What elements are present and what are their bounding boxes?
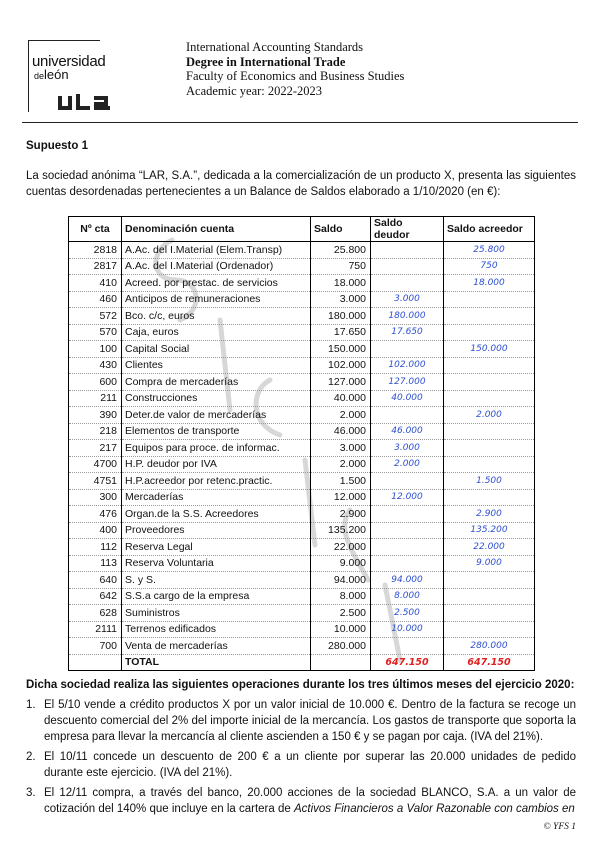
account-balance: 17.650 bbox=[311, 324, 371, 341]
account-balance: 2.000 bbox=[311, 407, 371, 424]
account-balance: 1.500 bbox=[311, 473, 371, 490]
table-row bbox=[69, 275, 535, 292]
account-balance: 2.900 bbox=[311, 506, 371, 523]
account-name: Terrenos edificados bbox=[122, 621, 311, 638]
account-name: Construcciones bbox=[122, 390, 311, 407]
account-balance: 3.000 bbox=[311, 440, 371, 457]
account-name: Capital Social bbox=[122, 341, 311, 358]
account-code: 2818 bbox=[69, 242, 122, 259]
table-row bbox=[69, 423, 535, 440]
total-row bbox=[69, 654, 535, 671]
total-saldo-cell bbox=[311, 654, 371, 671]
debit-handwritten bbox=[371, 506, 444, 523]
account-code: 4751 bbox=[69, 473, 122, 490]
account-name: A.Ac. del I.Material (Ordenador) bbox=[122, 258, 311, 275]
account-balance: 22.000 bbox=[311, 539, 371, 556]
operation-text: El 5/10 vende a crédito productos X por un valor inicial de 10.000 €. Dentro de la factura se recoge un descuento comercial del 2% del importe inicial de la mercancía. Los gastos de transporte que soporta la empresa para llevar la mercancía al cliente ascienden a 150 € y se pagan por caja. (IVA del 21%). bbox=[44, 699, 576, 743]
logo-text-de: de bbox=[34, 71, 45, 81]
credit-handwritten: 9.000 bbox=[444, 555, 535, 572]
total-credit: 647.150 bbox=[444, 654, 535, 671]
credit-handwritten bbox=[444, 374, 535, 391]
table-row bbox=[69, 489, 535, 506]
account-code: 400 bbox=[69, 522, 122, 539]
debit-handwritten bbox=[371, 555, 444, 572]
table-row bbox=[69, 638, 535, 655]
credit-handwritten bbox=[444, 291, 535, 308]
account-name: A.Ac. del I.Material (Elem.Transp) bbox=[122, 242, 311, 259]
account-name: Anticipos de remuneraciones bbox=[122, 291, 311, 308]
credit-handwritten bbox=[444, 572, 535, 589]
debit-handwritten bbox=[371, 473, 444, 490]
table-row bbox=[69, 258, 535, 275]
account-name: Acreed. por prestac. de servicios bbox=[122, 275, 311, 292]
account-code: 628 bbox=[69, 605, 122, 622]
account-balance: 750 bbox=[311, 258, 371, 275]
account-name: Venta de mercaderías bbox=[122, 638, 311, 655]
university-logo bbox=[28, 40, 114, 112]
account-code: 476 bbox=[69, 506, 122, 523]
operation-item bbox=[26, 785, 576, 817]
account-name: Bco. c/c, euros bbox=[122, 308, 311, 325]
credit-handwritten: 150.000 bbox=[444, 341, 535, 358]
operation-number: 2. bbox=[26, 751, 36, 763]
debit-handwritten: 2.500 bbox=[371, 605, 444, 622]
account-name: Equipos para proce. de informac. bbox=[122, 440, 311, 457]
page-footer: © YFS 1 bbox=[543, 822, 576, 832]
table-row bbox=[69, 555, 535, 572]
header-divider bbox=[22, 122, 578, 123]
account-balance: 2.500 bbox=[311, 605, 371, 622]
debit-handwritten: 17.650 bbox=[371, 324, 444, 341]
account-name: S. y S. bbox=[122, 572, 311, 589]
table-row bbox=[69, 539, 535, 556]
table-row bbox=[69, 605, 535, 622]
account-name: Deter.de valor de mercaderías bbox=[122, 407, 311, 424]
operation-item bbox=[26, 749, 576, 781]
document-header bbox=[186, 40, 404, 98]
account-name: Reserva Voluntaria bbox=[122, 555, 311, 572]
total-label: TOTAL bbox=[122, 654, 311, 671]
credit-handwritten: 2.000 bbox=[444, 407, 535, 424]
account-name: Elementos de transporte bbox=[122, 423, 311, 440]
table-row bbox=[69, 572, 535, 589]
account-name: H.P.acreedor por retenc.practic. bbox=[122, 473, 311, 490]
account-balance: 2.000 bbox=[311, 456, 371, 473]
account-name: Clientes bbox=[122, 357, 311, 374]
debit-handwritten bbox=[371, 341, 444, 358]
table-header-row bbox=[69, 217, 535, 242]
account-balance: 102.000 bbox=[311, 357, 371, 374]
credit-handwritten: 1.500 bbox=[444, 473, 535, 490]
account-balance: 12.000 bbox=[311, 489, 371, 506]
account-code: 217 bbox=[69, 440, 122, 457]
debit-handwritten bbox=[371, 258, 444, 275]
col-header-debit: Saldo deudor bbox=[371, 217, 444, 242]
account-code: 390 bbox=[69, 407, 122, 424]
account-name: S.S.a cargo de la empresa bbox=[122, 588, 311, 605]
logo-text-universidad: universidad bbox=[32, 53, 106, 70]
operation-number: 1. bbox=[26, 699, 36, 711]
debit-handwritten bbox=[371, 539, 444, 556]
table-row bbox=[69, 456, 535, 473]
table-row bbox=[69, 324, 535, 341]
header-course: International Accounting Standards bbox=[186, 40, 364, 54]
account-code: 642 bbox=[69, 588, 122, 605]
header-faculty: Faculty of Economics and Business Studies bbox=[186, 69, 405, 83]
operations-title: Dicha sociedad realiza las siguientes operaciones durante los tres últimos meses del ejercicio 2020: bbox=[26, 679, 575, 691]
account-code: 700 bbox=[69, 638, 122, 655]
account-code: 2111 bbox=[69, 621, 122, 638]
debit-handwritten: 3.000 bbox=[371, 440, 444, 457]
debit-handwritten: 180.000 bbox=[371, 308, 444, 325]
account-name: Compra de mercaderías bbox=[122, 374, 311, 391]
debit-handwritten: 10.000 bbox=[371, 621, 444, 638]
credit-handwritten bbox=[444, 423, 535, 440]
account-code: 100 bbox=[69, 341, 122, 358]
account-code: 4700 bbox=[69, 456, 122, 473]
operation-text: El 10/11 concede un descuento de 200 € a un cliente por superar las 20.000 unidades de pedido durante este ejercicio. (IVA del 21%). bbox=[44, 751, 576, 779]
account-balance: 46.000 bbox=[311, 423, 371, 440]
credit-handwritten bbox=[444, 605, 535, 622]
table-row bbox=[69, 506, 535, 523]
table-row bbox=[69, 588, 535, 605]
account-balance: 40.000 bbox=[311, 390, 371, 407]
credit-handwritten: 280.000 bbox=[444, 638, 535, 655]
account-code: 640 bbox=[69, 572, 122, 589]
table-row bbox=[69, 440, 535, 457]
credit-handwritten bbox=[444, 588, 535, 605]
col-header-credit: Saldo acreedor bbox=[444, 217, 535, 242]
account-balance: 9.000 bbox=[311, 555, 371, 572]
total-debit: 647.150 bbox=[371, 654, 444, 671]
account-code: 410 bbox=[69, 275, 122, 292]
account-code: 113 bbox=[69, 555, 122, 572]
logo-frame-horizontal bbox=[28, 40, 100, 41]
logo-text-leon: león bbox=[44, 67, 69, 82]
account-code: 112 bbox=[69, 539, 122, 556]
credit-handwritten bbox=[444, 308, 535, 325]
debit-handwritten: 94.000 bbox=[371, 572, 444, 589]
account-name: H.P. deudor por IVA bbox=[122, 456, 311, 473]
account-balance: 280.000 bbox=[311, 638, 371, 655]
table-row bbox=[69, 357, 535, 374]
account-code: 2817 bbox=[69, 258, 122, 275]
case-title: Supuesto 1 bbox=[26, 140, 88, 152]
credit-handwritten: 2.900 bbox=[444, 506, 535, 523]
account-code: 430 bbox=[69, 357, 122, 374]
account-code: 218 bbox=[69, 423, 122, 440]
credit-handwritten bbox=[444, 357, 535, 374]
account-balance: 10.000 bbox=[311, 621, 371, 638]
account-name: Mercaderías bbox=[122, 489, 311, 506]
col-header-saldo: Saldo bbox=[311, 217, 371, 242]
credit-handwritten bbox=[444, 489, 535, 506]
credit-handwritten: 22.000 bbox=[444, 539, 535, 556]
debit-handwritten: 40.000 bbox=[371, 390, 444, 407]
debit-handwritten: 2.000 bbox=[371, 456, 444, 473]
debit-handwritten: 127.000 bbox=[371, 374, 444, 391]
header-year: Academic year: 2022-2023 bbox=[186, 83, 323, 98]
debit-handwritten bbox=[371, 275, 444, 292]
account-code: 572 bbox=[69, 308, 122, 325]
logo-text-de-leon bbox=[34, 67, 69, 82]
total-code-cell bbox=[69, 654, 122, 671]
account-name: Suministros bbox=[122, 605, 311, 622]
table-row bbox=[69, 291, 535, 308]
table-row bbox=[69, 473, 535, 490]
account-balance: 135.200 bbox=[311, 522, 371, 539]
balance-table bbox=[68, 216, 535, 671]
account-balance: 94.000 bbox=[311, 572, 371, 589]
account-balance: 150.000 bbox=[311, 341, 371, 358]
debit-handwritten: 3.000 bbox=[371, 291, 444, 308]
table-row bbox=[69, 242, 535, 259]
operation-number: 3. bbox=[26, 787, 36, 799]
account-name: Caja, euros bbox=[122, 324, 311, 341]
col-header-name: Denominación cuenta bbox=[122, 217, 311, 242]
credit-handwritten bbox=[444, 324, 535, 341]
operation-text: El 12/11 compra, a través del banco, 20.000 acciones de la sociedad BLANCO, S.A. a un valor de cotización del 140% que incluye en la cartera de bbox=[44, 787, 576, 815]
debit-handwritten: 8.000 bbox=[371, 588, 444, 605]
credit-handwritten: 750 bbox=[444, 258, 535, 275]
debit-handwritten: 12.000 bbox=[371, 489, 444, 506]
operations-list bbox=[26, 697, 576, 821]
account-name: Reserva Legal bbox=[122, 539, 311, 556]
col-header-code: Nº cta bbox=[69, 217, 122, 242]
debit-handwritten bbox=[371, 242, 444, 259]
table-row bbox=[69, 341, 535, 358]
credit-handwritten: 18.000 bbox=[444, 275, 535, 292]
logo-frame-vertical bbox=[28, 40, 29, 112]
account-code: 300 bbox=[69, 489, 122, 506]
logo-mark-icon bbox=[58, 94, 114, 112]
table-row bbox=[69, 621, 535, 638]
debit-handwritten: 46.000 bbox=[371, 423, 444, 440]
table-row bbox=[69, 407, 535, 424]
operation-item bbox=[26, 697, 576, 745]
account-code: 460 bbox=[69, 291, 122, 308]
header-degree: Degree in International Trade bbox=[186, 54, 346, 69]
debit-handwritten: 102.000 bbox=[371, 357, 444, 374]
credit-handwritten bbox=[444, 621, 535, 638]
table-body bbox=[69, 242, 535, 671]
account-name: Organ.de la S.S. Acreedores bbox=[122, 506, 311, 523]
account-code: 570 bbox=[69, 324, 122, 341]
account-balance: 18.000 bbox=[311, 275, 371, 292]
debit-handwritten bbox=[371, 407, 444, 424]
account-balance: 127.000 bbox=[311, 374, 371, 391]
table-row bbox=[69, 522, 535, 539]
account-balance: 8.000 bbox=[311, 588, 371, 605]
table-row bbox=[69, 374, 535, 391]
credit-handwritten bbox=[444, 456, 535, 473]
credit-handwritten bbox=[444, 390, 535, 407]
intro-paragraph: La sociedad anónima “LAR, S.A.”, dedicada a la comercialización de un producto X, presenta las siguientes cuentas desordenadas pertenecientes a un Balance de Saldos elaborado a 1/10/2020 (en €): bbox=[26, 170, 576, 198]
debit-handwritten bbox=[371, 522, 444, 539]
account-balance: 180.000 bbox=[311, 308, 371, 325]
account-balance: 3.000 bbox=[311, 291, 371, 308]
table-row bbox=[69, 308, 535, 325]
account-name: Proveedores bbox=[122, 522, 311, 539]
account-code: 600 bbox=[69, 374, 122, 391]
account-balance: 25.800 bbox=[311, 242, 371, 259]
table-row bbox=[69, 390, 535, 407]
account-code: 211 bbox=[69, 390, 122, 407]
operation-text-italic: Activos Financieros a Valor Razonable con cambios en bbox=[293, 803, 575, 815]
credit-handwritten: 135.200 bbox=[444, 522, 535, 539]
debit-handwritten bbox=[371, 638, 444, 655]
credit-handwritten bbox=[444, 440, 535, 457]
credit-handwritten: 25.800 bbox=[444, 242, 535, 259]
